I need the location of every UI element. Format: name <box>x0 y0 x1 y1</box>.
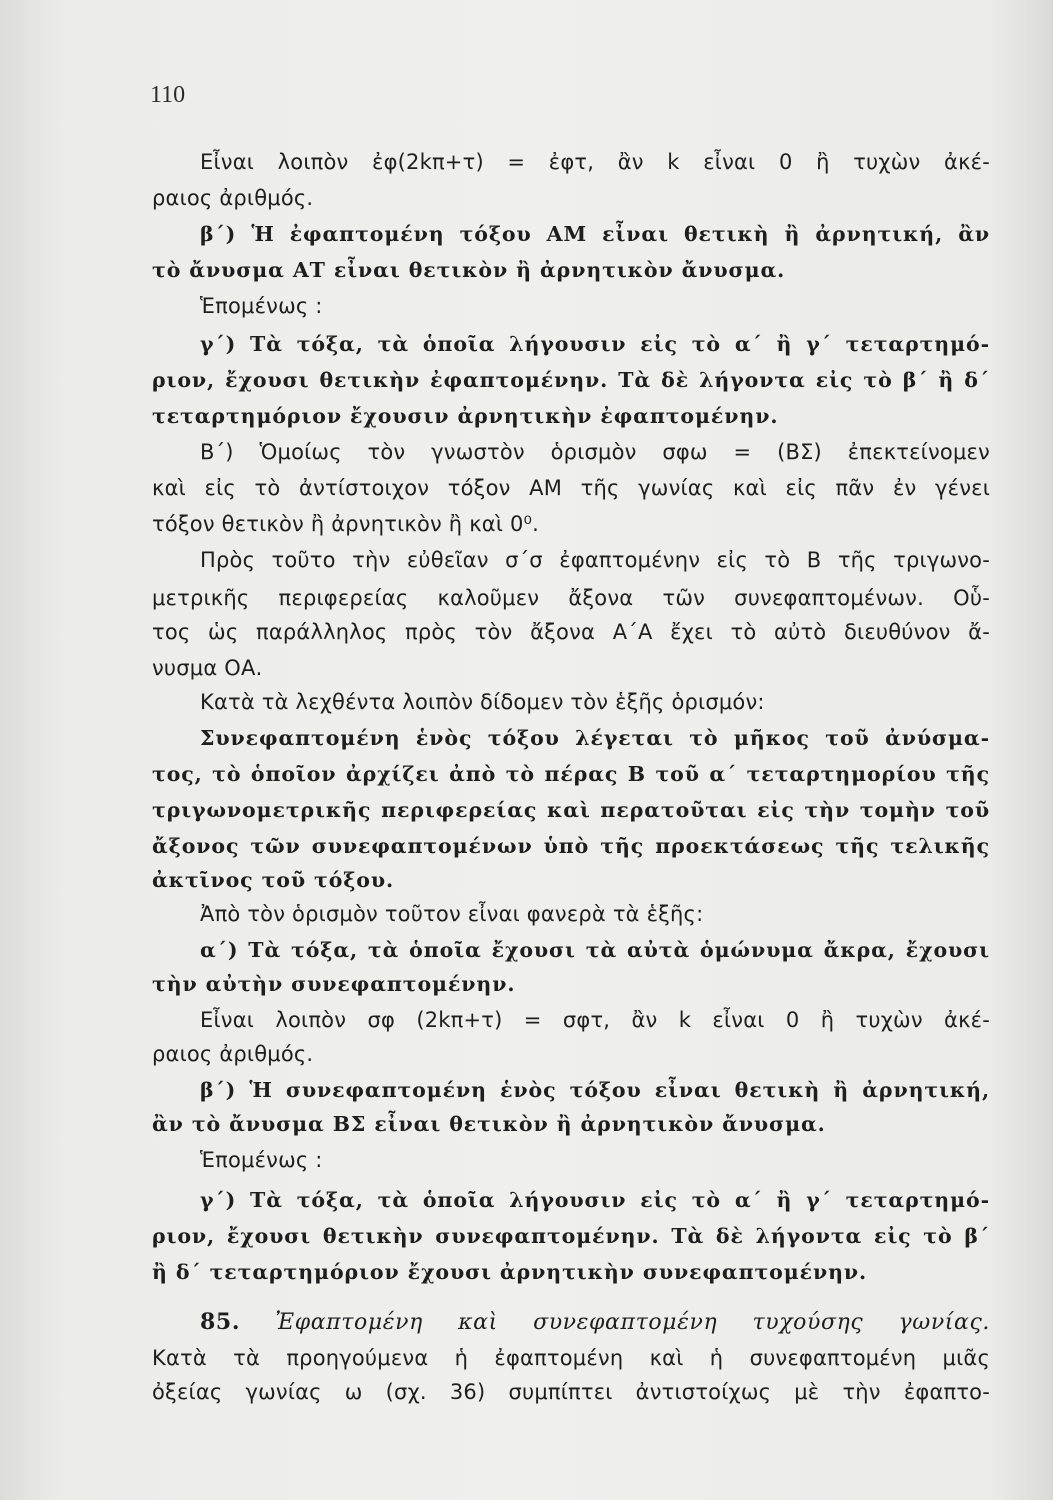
text-line: μετρικῆς περιφερείας καλοῦμεν ἄξονα τῶν συνεφαπτομένων. Οὗ- <box>152 586 990 610</box>
text-line: Ἀπὸ τὸν ὁρισμὸν τοῦτον εἶναι φανερὰ τὰ ἑξῆς: <box>200 902 704 926</box>
text-line: τριγωνομετρικῆς περιφερείας καὶ περατοῦται εἰς τὴν τομὴν τοῦ <box>152 798 990 822</box>
text-line: τὸ ἄνυσμα ΑΤ εἶναι θετικὸν ἢ ἀρνητικὸν ἄνυσμα. <box>152 258 786 282</box>
text-line: τεταρτημόριον ἔχουσιν ἀρνητικὴν ἐφαπτομένην. <box>152 404 779 428</box>
text-line: Εἶναι λοιπὸν σφ (2kπ+τ) = σφτ, ἂν k εἶναι 0 ἢ τυχὼν ἀκέ- <box>200 1008 990 1032</box>
text-line: Κατὰ τὰ λεχθέντα λοιπὸν δίδομεν τὸν ἑξῆς ὁρισμόν: <box>200 690 765 714</box>
text-line: Β΄) Ὁμοίως τὸν γνωστὸν ὁρισμὸν σφω = (ΒΣ) ἐπεκτείνομεν <box>200 440 990 464</box>
section-number: 85. <box>200 1309 241 1335</box>
text-line: τόξον θετικὸν ἢ ἀρνητικὸν ἢ καὶ 0⁰. <box>152 512 540 536</box>
text-line: Πρὸς τοῦτο τὴν εὐθεῖαν σ΄σ ἐφαπτομένην εἰς τὸ Β τῆς τριγωνο- <box>200 548 990 572</box>
text-line: ραιος ἀριθμός. <box>152 186 314 210</box>
text-line: Ἑπομένως : <box>200 294 323 318</box>
text-line: τος, τὸ ὁποῖον ἀρχίζει ἀπὸ τὸ πέρας Β τοῦ α΄ τεταρτημορίου τῆς <box>152 762 990 786</box>
text-line: ραιος ἀριθμός. <box>152 1042 314 1066</box>
text-line: τος ὡς παράλληλος πρὸς τὸν ἄξονα Α΄Α ἔχει τὸ αὐτὸ διευθύνον ἄ- <box>152 620 990 644</box>
text-line: α΄) Τὰ τόξα, τὰ ὁποῖα ἔχουσι τὰ αὐτὰ ὁμώνυμα ἄκρα, ἔχουσι <box>200 938 990 962</box>
text-line: ἀκτῖνος τοῦ τόξου. <box>152 868 395 892</box>
text-line: γ΄) Τὰ τόξα, τὰ ὁποῖα λήγουσιν εἰς τὸ α΄ ἢ γ΄ τεταρτημό- <box>200 332 990 356</box>
text-line: β΄) Ἡ συνεφαπτομένη ἑνὸς τόξου εἶναι θετικὴ ἢ ἀρνητική, <box>200 1078 990 1102</box>
page-number: 110 <box>150 82 186 108</box>
text-line: τὴν αὐτὴν συνεφαπτομένην. <box>152 972 516 996</box>
text-line: β΄) Ἡ ἐφαπτομένη τόξου ΑΜ εἶναι θετικὴ ἢ ἀρνητική, ἂν <box>200 222 990 246</box>
text-line: καὶ εἰς τὸ ἀντίστοιχον τόξον ΑΜ τῆς γωνίας καὶ εἰς πᾶν ἐν γένει <box>152 476 990 500</box>
text-line: Ἑπομένως : <box>200 1148 323 1172</box>
text-line: ἂν τὸ ἄνυσμα ΒΣ εἶναι θετικὸν ἢ ἀρνητικὸν ἄνυσμα. <box>152 1112 826 1136</box>
text-line: ἢ δ΄ τεταρτημόριον ἔχουσι ἀρνητικὴν συνεφαπτομένην. <box>152 1260 868 1284</box>
section-title: Ἐφαπτομένη καὶ συνεφαπτομένη τυχούσης γωνίας. <box>275 1310 990 1335</box>
section-heading <box>200 1304 990 1340</box>
text-line: Συνεφαπτομένη ἑνὸς τόξου λέγεται τὸ μῆκος τοῦ ἀνύσμα- <box>200 726 990 750</box>
text-line: γ΄) Τὰ τόξα, τὰ ὁποῖα λήγουσιν εἰς τὸ α΄ ἢ γ΄ τεταρτημό- <box>200 1188 990 1212</box>
text-line: ἄξονος τῶν συνεφαπτομένων ὑπὸ τῆς προεκτάσεως τῆς τελικῆς <box>152 834 990 858</box>
text-line: Κατὰ τὰ προηγούμενα ἡ ἐφαπτομένη καὶ ἡ συνεφαπτομένη μιᾶς <box>152 1346 990 1370</box>
text-line: νυσμα ΟΑ. <box>152 656 263 680</box>
text-line: ὀξείας γωνίας ω (σχ. 36) συμπίπτει ἀντιστοίχως μὲ τὴν ἐφαπτο- <box>152 1380 990 1404</box>
text-line: ριον, ἔχουσι θετικὴν ἐφαπτομένην. Τὰ δὲ λήγοντα εἰς τὸ β΄ ἢ δ΄ <box>152 368 990 392</box>
text-line: ριον, ἔχουσι θετικὴν συνεφαπτομένην. Τὰ δὲ λήγοντα εἰς τὸ β΄ <box>152 1224 990 1248</box>
text-line: Εἶναι λοιπὸν ἐφ(2kπ+τ) = ἐφτ, ἂν k εἶναι 0 ἢ τυχὼν ἀκέ- <box>200 150 990 174</box>
